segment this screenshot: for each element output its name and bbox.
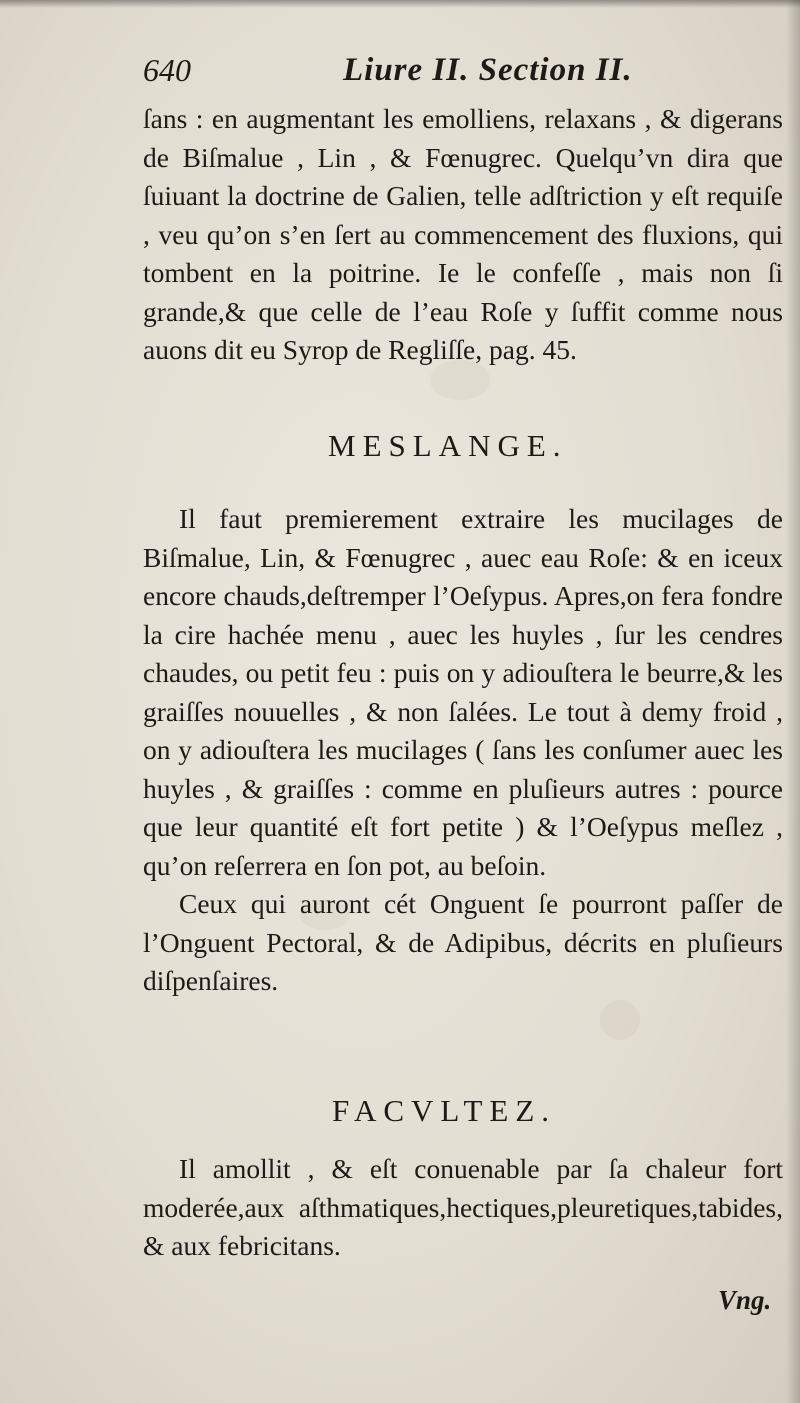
page-header: [143, 52, 643, 102]
opening-paragraph: ſans : en augmentant les emolliens, relaxans , & digerans de Biſmalue , Lin , & Fœnugrec. Quelqu’vn dira que ſuiuant la doctrine de Galien, telle adſtriction y eſt requiſe , veu qu’on s’en ſert au commencement des fluxions, qui tombent en la poitrine. Ie le confeſſe , mais non ſi grande,& que celle de l’eau Roſe y ſuffit comme nous auons dit eu Syrop de Regliſſe, pag. 45.: [143, 103, 783, 365]
running-head: Liure II. Section II.: [343, 52, 633, 88]
meslange-heading: MESLANGE.: [328, 428, 568, 463]
page-top-shadow: [0, 0, 800, 8]
page-edge-shadow: [786, 0, 800, 1403]
paper-stain: [600, 1000, 640, 1040]
facultez-paragraph: Il amollit , & eſt conuenable par ſa chaleur fort moderée,aux aſthmatiques,hectiques,pleuretiques,tabides, & aux febricitans.: [143, 1153, 783, 1261]
opening-paragraph-block: [143, 100, 783, 370]
page-number: 640: [143, 52, 191, 88]
meslange-paragraph-1: Il faut premierement extraire les mucilages de Biſmalue, Lin, & Fœnugrec , auec eau Roſe: & en iceux encore chauds,deſtremper l’Oeſypus. Apres,on fera fondre la cire hachée menu , auec les huyles , ſur les cendres chaudes, ou petit feu : puis on y adiouſtera le beurre,& les graiſſes nouuelles , & non ſalées. Le tout à demy froid , on y adiouſtera les mucilages ( ſans les conſumer auec les huyles , & graiſſes : comme en pluſieurs autres : pource que leur quantité eſt fort petite ) & l’Oeſypus meſlez , qu’on reſerrera en ſon pot, au beſoin.: [143, 503, 783, 881]
catchword: Vng.: [718, 1285, 772, 1315]
meslange-paragraph-2: Ceux qui auront cét Onguent ſe pourront paſſer de l’Onguent Pectoral, & de Adipibus, décrits en pluſieurs diſpenſaires.: [143, 888, 783, 996]
meslange-section: [143, 500, 783, 1001]
facultez-heading: FACVLTEZ.: [332, 1093, 557, 1128]
facultez-section: [143, 1150, 783, 1266]
